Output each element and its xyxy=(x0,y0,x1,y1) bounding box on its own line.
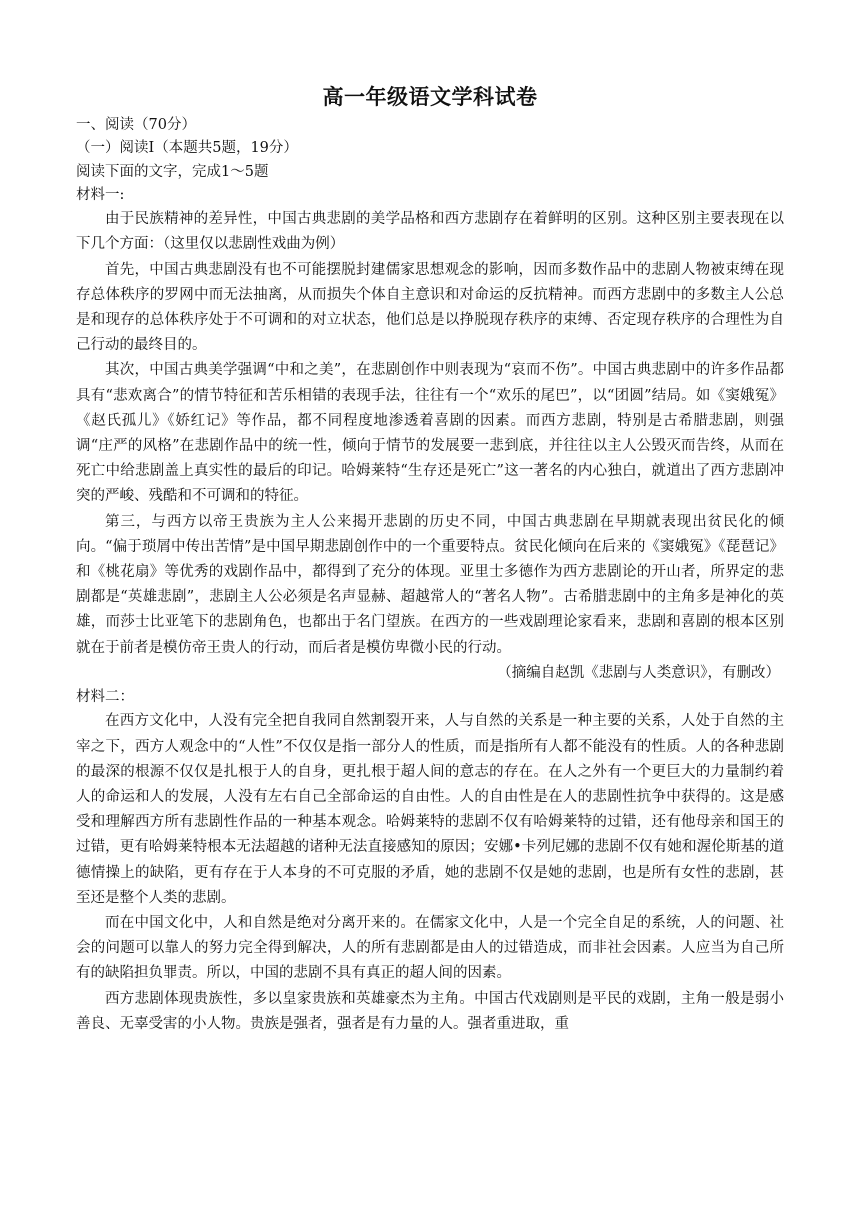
material-1-source: （摘编自赵凯《悲剧与人类意识》，有删改） xyxy=(497,664,780,681)
exam-title: 高一年级语文学科试卷 xyxy=(322,84,538,109)
material-1-paragraph-2: 首先，中国古典悲剧没有也不可能摆脱封建儒家思想观念的影响，因而多数作品中的悲剧人物被束缚在现存总体秩序的罗网中而无法抽离，从而损失个体自主意识和对命运的反抗精神。而西方悲剧中的多数主人公总是和现存的总体秩序处于不可调和的对立状态，他们总是以挣脱现存秩序的束缚、否定现存秩序的合理性为自己行动的最终目的。 xyxy=(76,261,784,354)
material-2-paragraph-3: 西方悲剧体现贵族性，多以皇家贵族和英雄豪杰为主角。中国古代戏剧则是平民的戏剧，主角一般是弱小善良、无辜受害的小人物。贵族是强者，强者是有力量的人。强者重进取，重 xyxy=(76,990,784,1032)
subsection-heading: （一）阅读Ⅰ（本题共5题，19分） xyxy=(76,140,298,157)
material-2-paragraph-2: 而在中国文化中，人和自然是绝对分离开来的。在儒家文化中，人是一个完全自足的系统，人的问题、社会的问题可以靠人的努力完全得到解决，人的所有悲剧都是由人的过错造成，而非社会因素。人应当为自己所有的缺陷担负罪责。所以，中国的悲剧不具有真正的超人间的因素。 xyxy=(76,914,784,982)
material-2-label: 材料二： xyxy=(76,689,134,706)
material-1-paragraph-1: 由于民族精神的差异性，中国古典悲剧的美学品格和西方悲剧存在着鲜明的区别。这种区别主要表现在以下几个方面：（这里仅以悲剧性戏曲为例） xyxy=(76,211,784,253)
reading-instruction: 阅读下面的文字，完成1～5题 xyxy=(76,163,269,180)
material-2-paragraph-1: 在西方文化中，人没有完全把自我同自然割裂开来，人与自然的关系是一种主要的关系，人处于自然的主宰之下，西方人观念中的“人性”不仅仅是指一部分人的性质，而是指所有人都不能没有的性质。人的各种悲剧的最深的根源不仅仅是扎根于人的自身，更扎根于超人间的意志的存在。在人之外有一个更巨大的力量制约着人的命运和人的发展，人没有左右自己全部命运的自由性。人的自由性是在人的悲剧性抗争中获得的。这是感受和理解西方所有悲剧性作品的一种基本观念。哈姆莱特的悲剧不仅有哈姆莱特的过错，还有他母亲和国王的过错，更有哈姆莱特根本无法超越的诸种无法直接感知的原因；安娜•卡列尼娜的悲剧不仅有她和渥伦斯基的道德情操上的缺陷，更有存在于人本身的不可克服的矛盾，她的悲剧不仅是她的悲剧，也是所有女性的悲剧，甚至还是整个人类的悲剧。 xyxy=(76,713,784,906)
section-heading: 一、阅读（70分） xyxy=(76,117,196,133)
material-1-paragraph-3: 其次，中国古典美学强调“中和之美”，在悲剧创作中则表现为“哀而不伤”。中国古典悲剧中的许多作品都具有“悲欢离合”的情节特征和苦乐相错的表现手法，往往有一个“欢乐的尾巴”，以“团圆”结局。如《窦娥冤》《赵氏孤儿》《娇红记》等作品，都不同程度地渗透着喜剧的因素。而西方悲剧，特别是古希腊悲剧，则强调“庄严的风格”在悲剧作品中的统一性，倾向于情节的发展要一悲到底，并往往以主人公毁灭而告终，从而在死亡中给悲剧盖上真实性的最后的印记。哈姆莱特“生存还是死亡”这一著名的内心独白，就道出了西方悲剧冲突的严峻、残酷和不可调和的特征。 xyxy=(76,362,784,505)
exam-page xyxy=(76,82,784,1037)
material-1-label: 材料一: xyxy=(76,186,125,203)
material-1-paragraph-4: 第三，与西方以帝王贵族为主人公来揭开悲剧的历史不同，中国古典悲剧在早期就表现出贫民化的倾向。“偏于琐屑中传出苦情”是中国早期悲剧创作中的一个重要特点。贫民化倾向在后来的《窦娥冤》《琵琶记》和《桃花扇》等优秀的戏剧作品中，都得到了充分的体现。亚里士多德作为西方悲剧论的开山者，所界定的悲剧都是“英雄悲剧”，悲剧主人公必须是名声显赫、超越常人的“著名人物”。古希腊悲剧中的主角多是神化的英雄，而莎士比亚笔下的悲剧角色，也都出于名门望族。在西方的一些戏剧理论家看来，悲剧和喜剧的根本区别就在于前者是模仿帝王贵人的行动，而后者是模仿卑微小民的行动。 xyxy=(76,513,784,656)
